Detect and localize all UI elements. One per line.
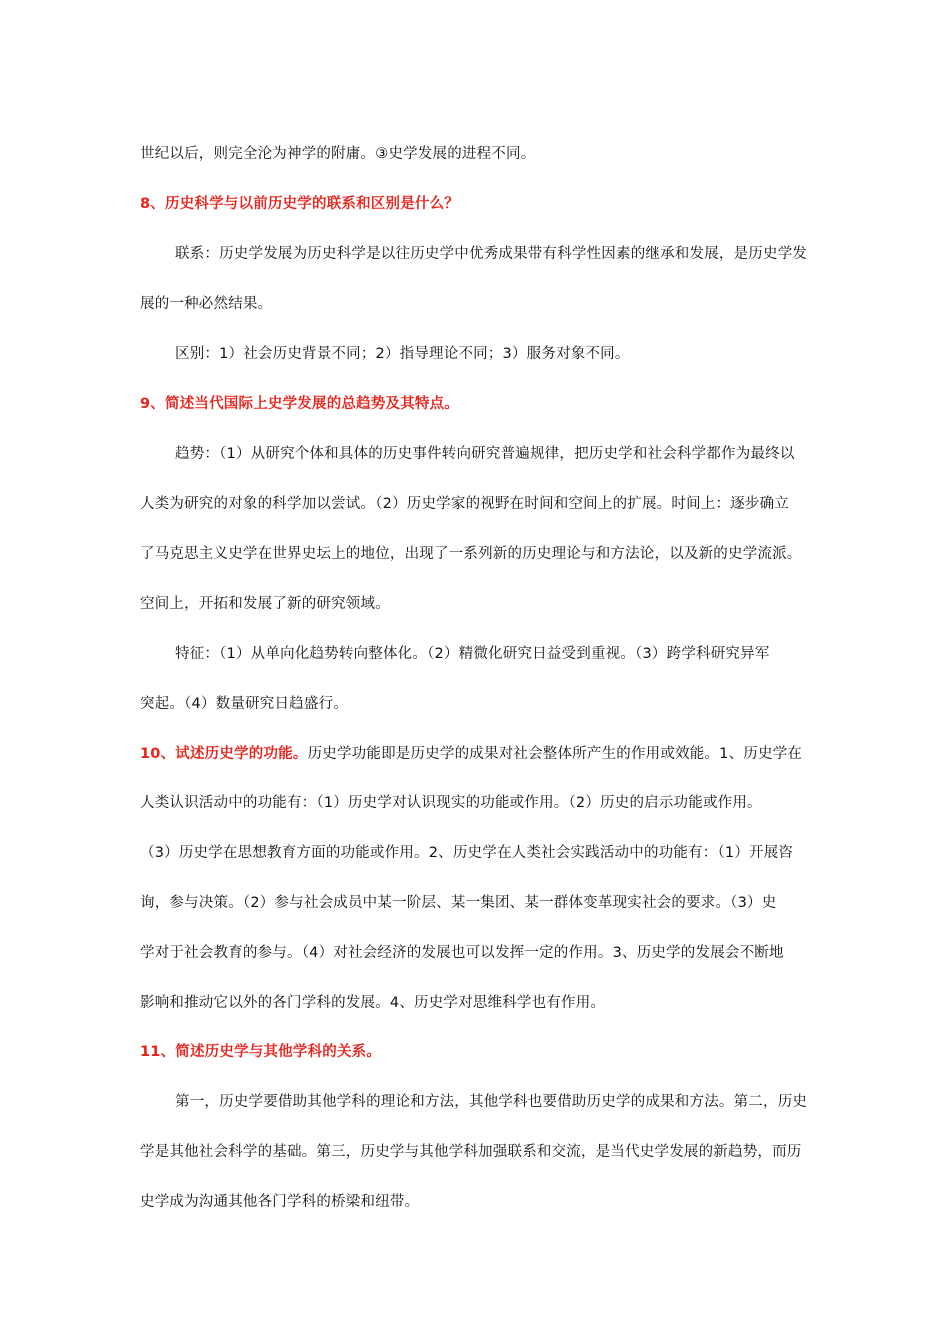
paragraph-line: 展的一种必然结果。 <box>140 296 273 312</box>
paragraph-line: 史学成为沟通其他各门学科的桥梁和纽带。 <box>140 1194 420 1210</box>
paragraph-line: 影响和推动它以外的各门学科的发展。4、历史学对思维科学也有作用。 <box>140 995 606 1011</box>
paragraph-line: 人类认识活动中的功能有：（1）历史学对认识现实的功能或作用。（2）历史的启示功能或作用。 <box>140 795 762 811</box>
paragraph-line: 第一，历史学要借助其他学科的理论和方法，其他学科也要借助历史学的成果和方法。第二，历史 <box>175 1094 808 1110</box>
paragraph-line: 世纪以后，则完全沦为神学的附庸。③史学发展的进程不同。 <box>140 146 536 162</box>
paragraph-line: 了马克思主义史学在世界史坛上的地位，出现了一系列新的历史理论与和方法论，以及新的史学流派。 <box>140 546 802 562</box>
paragraph-line: 联系：历史学发展为历史科学是以往历史学中优秀成果带有科学性因素的继承和发展，是历史学发 <box>175 246 808 262</box>
paragraph-line: 趋势：（1）从研究个体和具体的历史事件转向研究普遍规律，把历史学和社会科学都作为最终以 <box>175 446 795 462</box>
paragraph-line: 区别：1）社会历史背景不同；2）指导理论不同；3）服务对象不同。 <box>175 346 630 362</box>
question-9-heading: 9、简述当代国际上史学发展的总趋势及其特点。 <box>140 396 459 412</box>
paragraph-line: 学是其他社会科学的基础。第三，历史学与其他学科加强联系和交流，是当代史学发展的新趋势，而历 <box>140 1144 802 1160</box>
paragraph-line: 学对于社会教育的参与。（4）对社会经济的发展也可以发挥一定的作用。3、历史学的发展会不断地 <box>140 945 784 961</box>
question-11-heading: 11、简述历史学与其他学科的关系。 <box>140 1044 382 1060</box>
paragraph-line: （3）历史学在思想教育方面的功能或作用。2、历史学在人类社会实践活动中的功能有：（1）开展咨 <box>140 845 794 861</box>
question-10-line <box>140 743 820 765</box>
paragraph-line: 空间上，开拓和发展了新的研究领域。 <box>140 596 390 612</box>
paragraph-line: 人类为研究的对象的科学加以尝试。（2）历史学家的视野在时间和空间上的扩展。时间上：逐步确立 <box>140 496 789 512</box>
paragraph-line: 突起。（4）数量研究日趋盛行。 <box>140 696 348 712</box>
question-10-intro: 历史学功能即是历史学的成果对社会整体所产生的作用或效能。1、历史学在 <box>307 746 803 762</box>
paragraph-line: 询，参与决策。（2）参与社会成员中某一阶层、某一集团、某一群体变革现实社会的要求。（3）史 <box>140 895 777 911</box>
question-8-heading: 8、历史科学与以前历史学的联系和区别是什么？ <box>140 196 459 212</box>
question-10-heading: 10、试述历史学的功能。 <box>140 746 308 762</box>
paragraph-line: 特征：（1）从单向化趋势转向整体化。（2）精微化研究日益受到重视。（3）跨学科研究异军 <box>175 646 770 662</box>
